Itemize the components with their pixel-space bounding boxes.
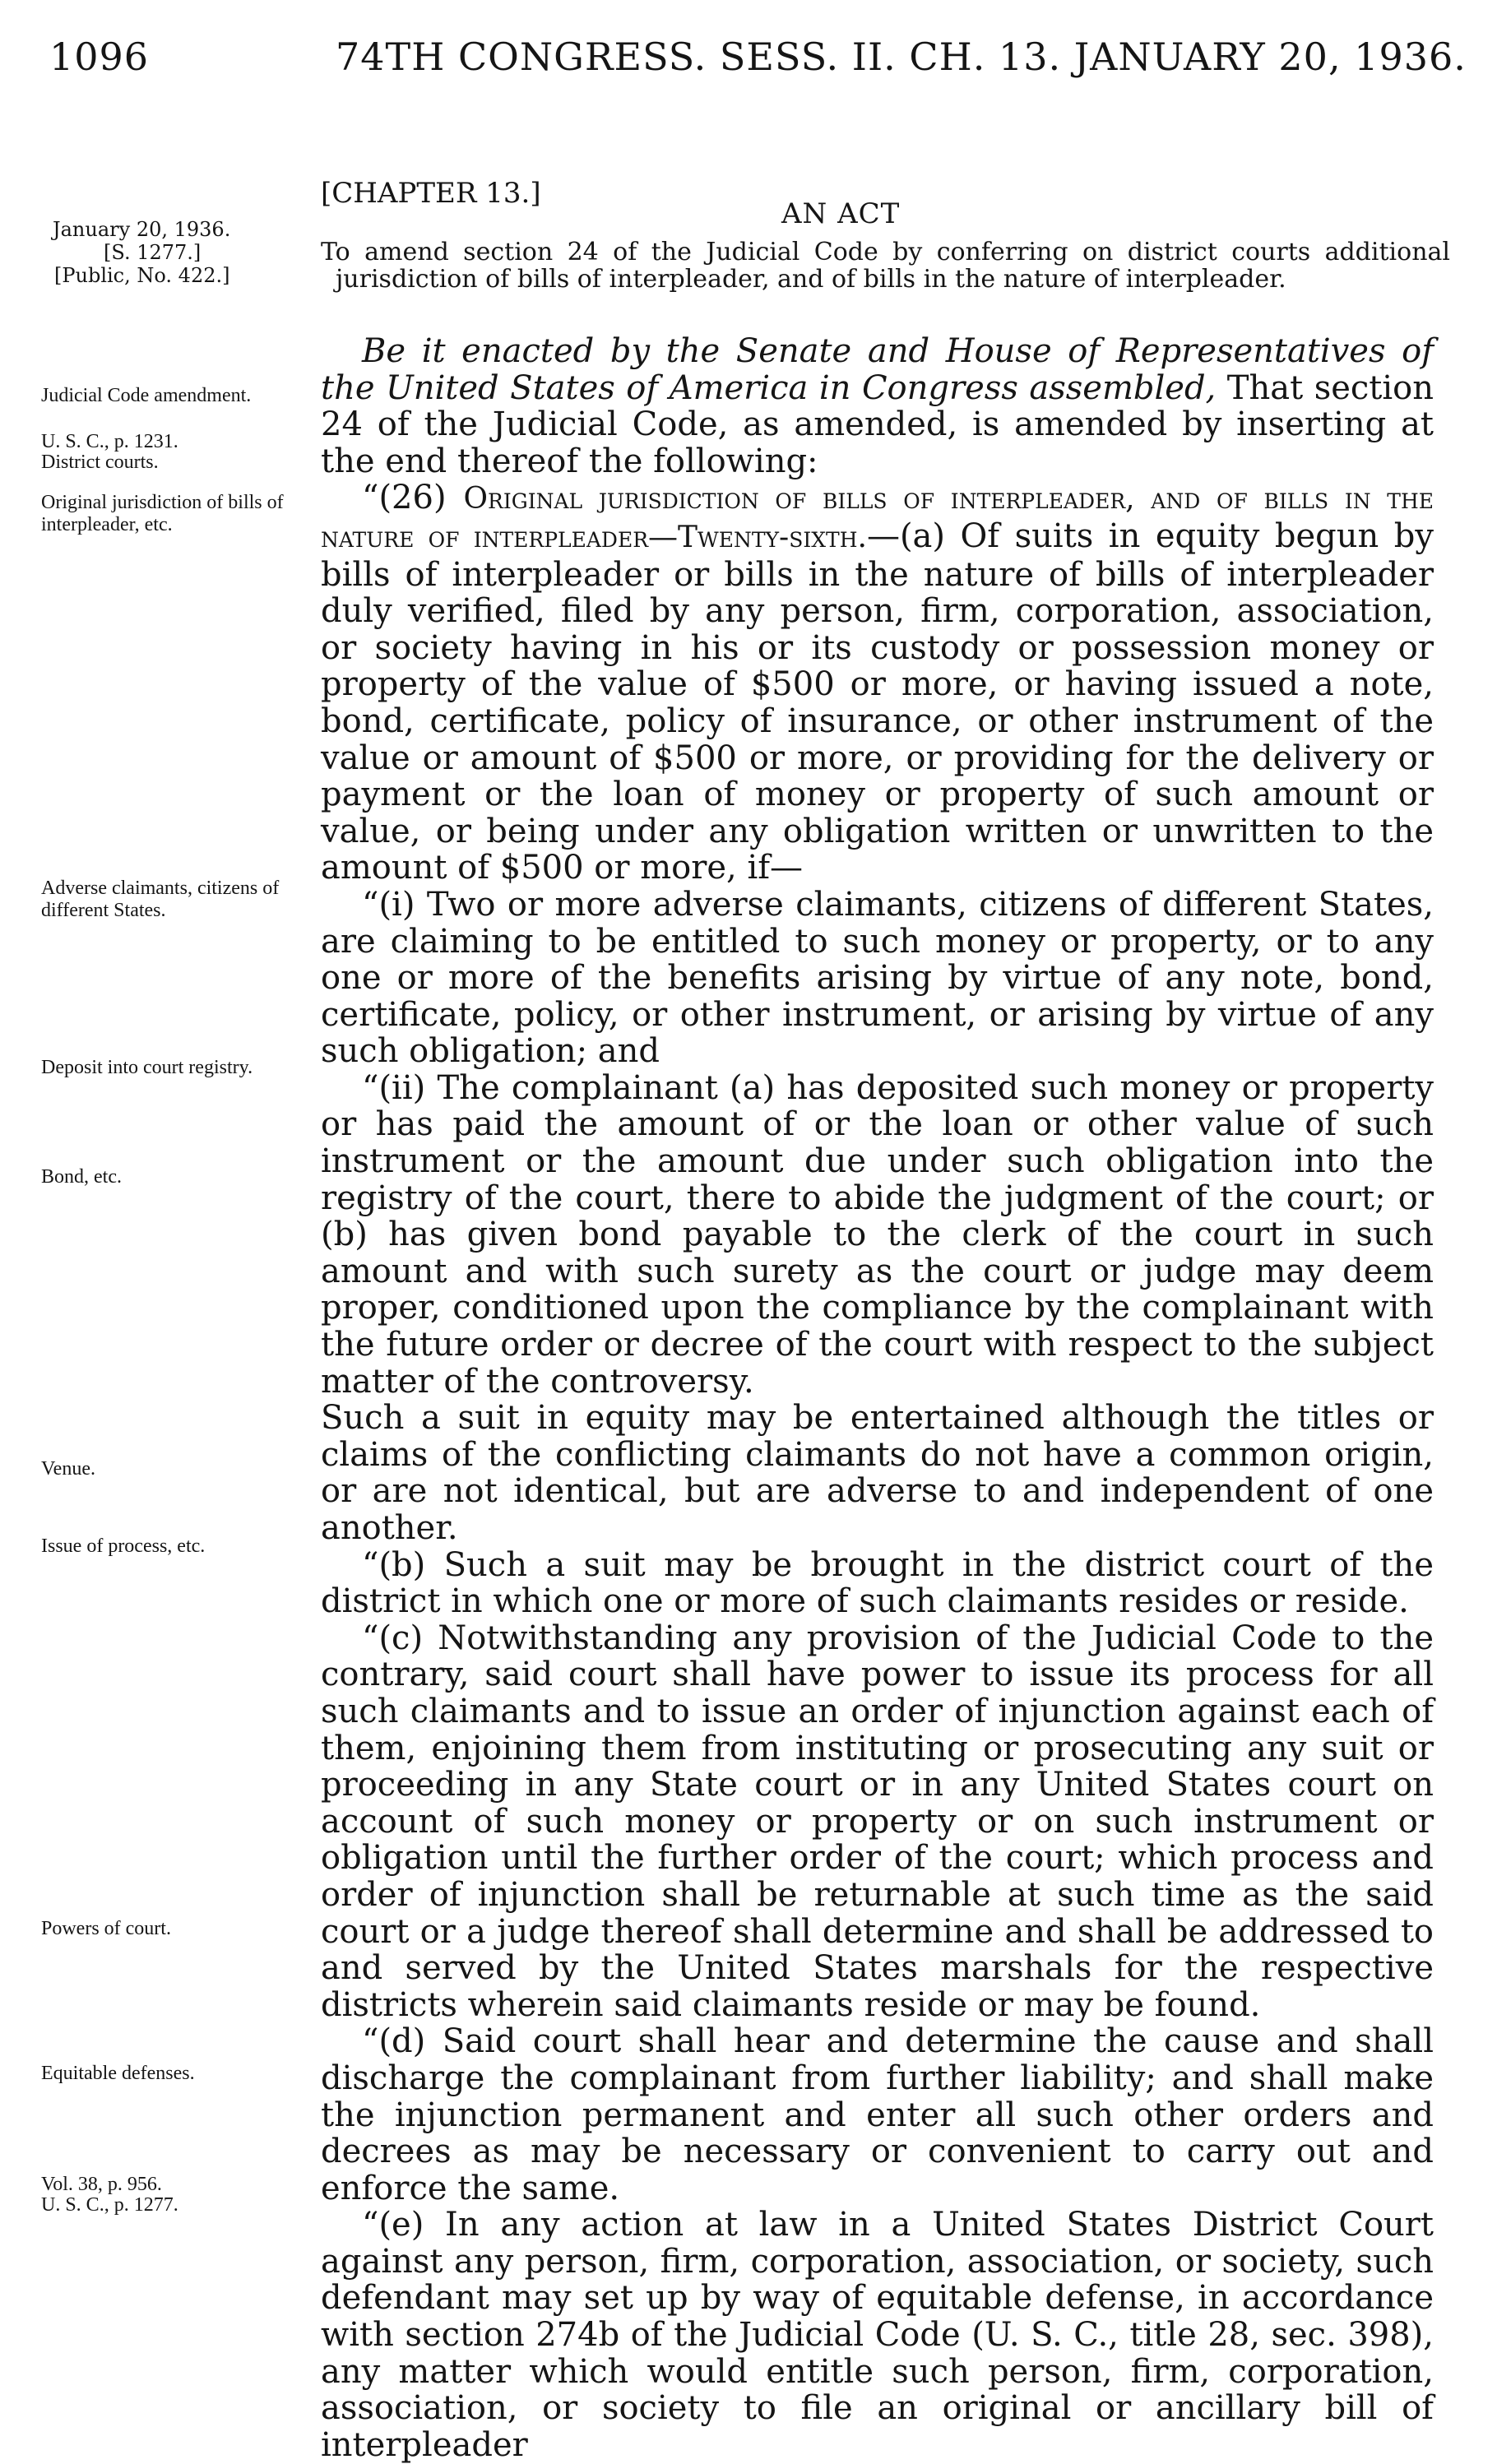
enacting-paragraph [321,333,1434,479]
margin-note-powers: Powers of court. [41,1918,171,1939]
enacting-clause: Be it enacted by the Senate and House of Representatives of the United States of America in Congress assembled, [321,332,1434,407]
chapter-label: [CHAPTER 13.] [321,177,541,210]
margin-note-original-jurisdiction: Original jurisdiction of bills of interpleader, etc. [41,492,284,535]
paragraph-d: “(d) Said court shall hear and determine the cause and shall discharge the complainant from further liability; and shall make the injunction permanent and enter all such other orders and decrees as may be necessary or convenient to carry out and enforce the same. [321,2022,1434,2207]
bill-number: [S. 1277.] [104,241,202,264]
margin-note-bond: Bond, etc. [41,1166,122,1188]
running-head: 74TH CONGRESS. SESS. II. CH. 13. JANUARY 20, 1936. [336,35,1467,79]
margin-note-vol38: Vol. 38, p. 956. [41,2174,162,2195]
paragraph-e: “(e) In any action at law in a United States District Court against any person, firm, corporation, association, or society, such defendant may set up by way of equitable defense, in accordance with section 274b of the Judicial Code (U. S. C., title 28, sec. 398), any matter which would entitle such person, firm, corporation, association, or society to file an original or ancillary bill of interpleader [321,2206,1434,2464]
paragraph-b: “(b) Such a suit may be brought in the district court of the district in which one or more of such claimants resides or reside. [321,1545,1434,1621]
paragraph-c: “(c) Notwithstanding any provision of the Judicial Code to the contrary, said court shall have power to issue its process for all such claimants and to issue an order of injunction against each of them, enjoining them from instituting or prosecuting any suit or proceeding in any State court or in any United States court on account of such money or property or on such instrument or obligation until the further order of the court; which process and order of injunction shall be returnable at such time as the said court or a judge thereof shall determine and shall be addressed to and served by the United States marshals for the respective districts wherein said claimants reside or may be found. [321,1619,1434,2024]
heading-number: “(26) [362,479,464,517]
section-heading: Original jurisdiction of bills of interpleader, and of bills in the nature of interpleader—Twenty-sixth. [321,482,1434,554]
public-number: [Public, No. 422.] [54,264,230,287]
margin-note-issue-process: Issue of process, etc. [41,1535,206,1557]
body-text [321,333,1434,2463]
margin-note-judicial-code: Judicial Code amendment. [41,385,252,406]
act-title: AN ACT [781,197,901,230]
margin-note-deposit: Deposit into court registry. [41,1057,253,1078]
paragraph-such: Such a suit in equity may be entertained although the titles or claims of the conflicting claimants do not have a common origin, or are not identical, but are adverse to and independent of one another. [321,1399,1434,1547]
margin-note-usc-1277: U. S. C., p. 1277. [41,2194,178,2216]
act-date: January 20, 1936. [53,218,231,241]
paragraph-ii: “(ii) The complainant (a) has deposited such money or property or has paid the amount of or the loan or other value of such instrument or the amount due under such obligation into the registry of the court, there to abide the judgment of the court; or (b) has given bond payable to the clerk of the court in such amount and with such surety as the court or judge may deem proper, conditioned upon the compliance by the complainant with the future order or decree of the court with respect to the subject matter of the controversy. [321,1068,1434,1401]
page-number: 1096 [49,35,150,79]
act-caption: To amend section 24 of the Judicial Code by conferring on district courts additional jurisdiction of bills of interpleader, and of bills in the nature of interpleader. [321,238,1450,294]
page-header [49,35,1467,100]
paragraph-i: “(i) Two or more adverse claimants, citizens of different States, are claiming to be entitled to such money or property, or to any one or more of the benefits arising by virtue of any note, bond, certificate, policy, or other instrument, or arising by virtue of any such obligation; and [321,885,1434,1071]
margin-note-district-courts: District courts. [41,452,159,473]
section-heading-paragraph [321,479,1434,887]
margin-note-usc-1231: U. S. C., p. 1231. [41,431,178,452]
margin-note-venue: Venue. [41,1458,95,1480]
margin-note-equitable: Equitable defenses. [41,2063,195,2084]
paragraph-a: —(a) Of suits in equity begun by bills of interpleader or bills in the nature of bills of interpleader duly verified, filed by any person, firm, corporation, association, or society having in his or its custody or possession money or property of the value of $500 or more, or having issued a note, bond, certificate, policy of insurance, or other instrument of the value or amount of $500 or more, or providing for the delivery or payment or the loan of money or property of such amount or value, or being under any obligation written or unwritten to the amount of $500 or more, if— [321,516,1434,887]
act-meta [46,218,285,287]
margin-note-adverse-claimants: Adverse claimants, citizens of different States. [41,878,280,921]
intro-text: That section 24 of the Judicial Code, as amended, is amended by inserting at the end thereof the following: [321,368,1434,480]
